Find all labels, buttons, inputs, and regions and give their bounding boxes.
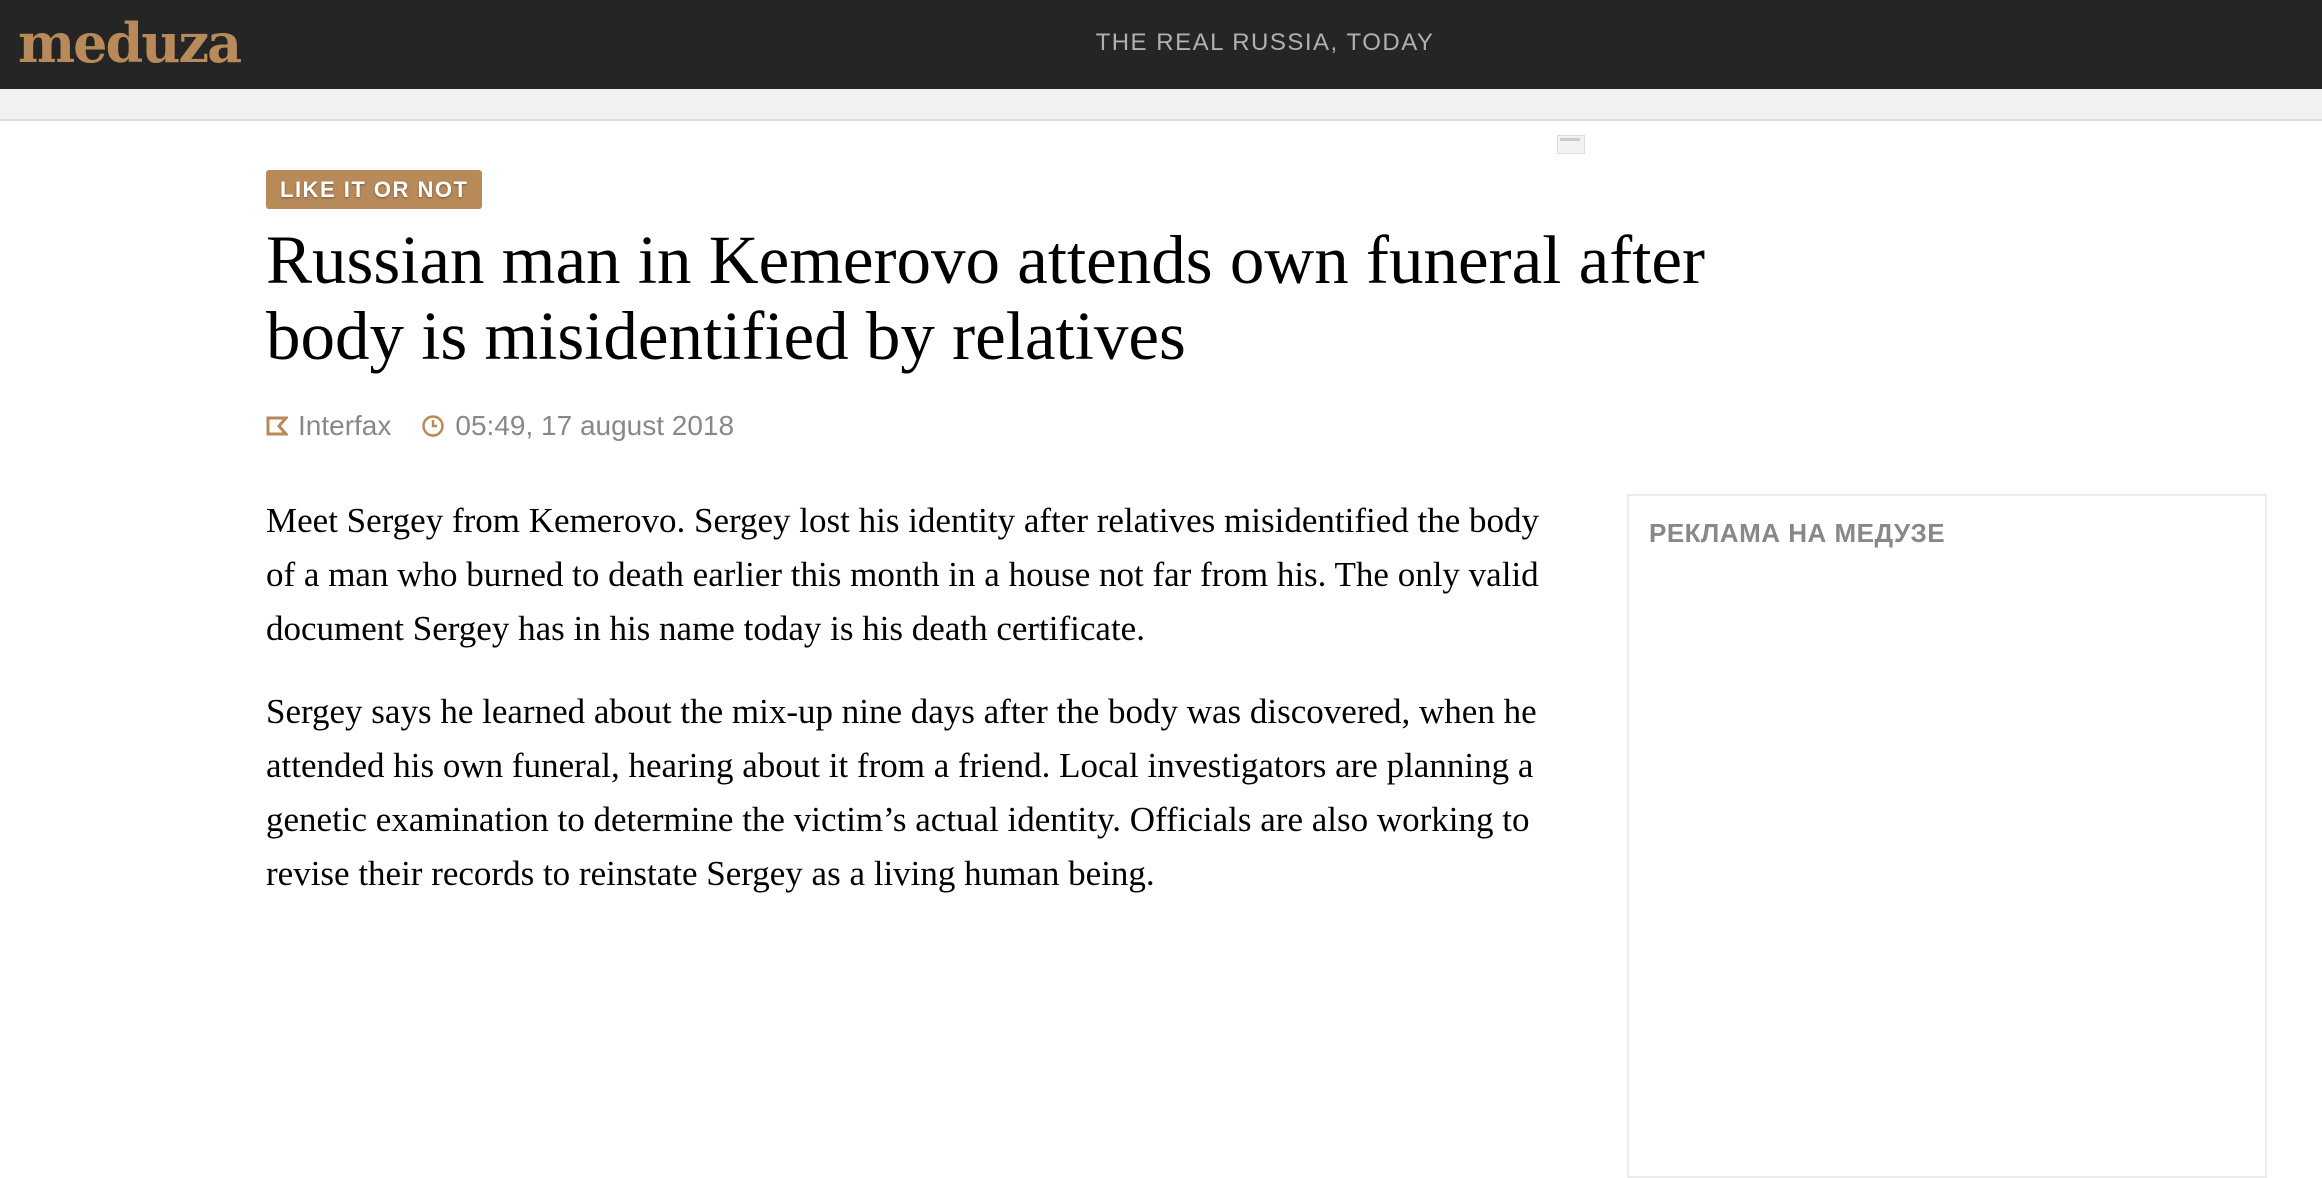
article-body xyxy=(266,494,1566,930)
article-meta xyxy=(266,408,734,444)
ad-sidebar xyxy=(1627,494,2267,1178)
article-datetime: 05:49, 17 august 2018 xyxy=(455,410,735,441)
article-paragraph: Meet Sergey from Kemerovo. Sergey lost his identity after relatives misidentified the body of a man who burned to death earlier this month in a house not far from his. The only valid document Sergey has in his name today is his death certificate. xyxy=(266,501,1539,648)
article-tag[interactable]: LIKE IT OR NOT xyxy=(266,170,482,209)
article-paragraph: Sergey says he learned about the mix-up nine days after the body was discovered, when he attended his own funeral, hearing about it from a friend. Local investigators are planning a genetic examination to determine the victim’s actual identity. Officials are also working to revise their records to reinstate Sergey as a living human being. xyxy=(266,692,1537,893)
article-title: Russian man in Kemerovo attends own funeral after body is misidentified by relatives xyxy=(266,222,1705,374)
article-source[interactable]: Interfax xyxy=(298,410,392,441)
ad-label: РЕКЛАМА НА МЕДУЗЕ xyxy=(1649,518,1946,548)
sub-header-bar xyxy=(0,89,2322,121)
broken-image-icon xyxy=(1557,135,1585,154)
clock-icon xyxy=(421,414,445,438)
site-tagline: THE REAL RUSSIA, TODAY xyxy=(1095,29,1435,56)
source-flag-icon xyxy=(266,416,288,436)
site-header xyxy=(0,0,2322,89)
meduza-logo[interactable]: meduza xyxy=(18,11,241,75)
